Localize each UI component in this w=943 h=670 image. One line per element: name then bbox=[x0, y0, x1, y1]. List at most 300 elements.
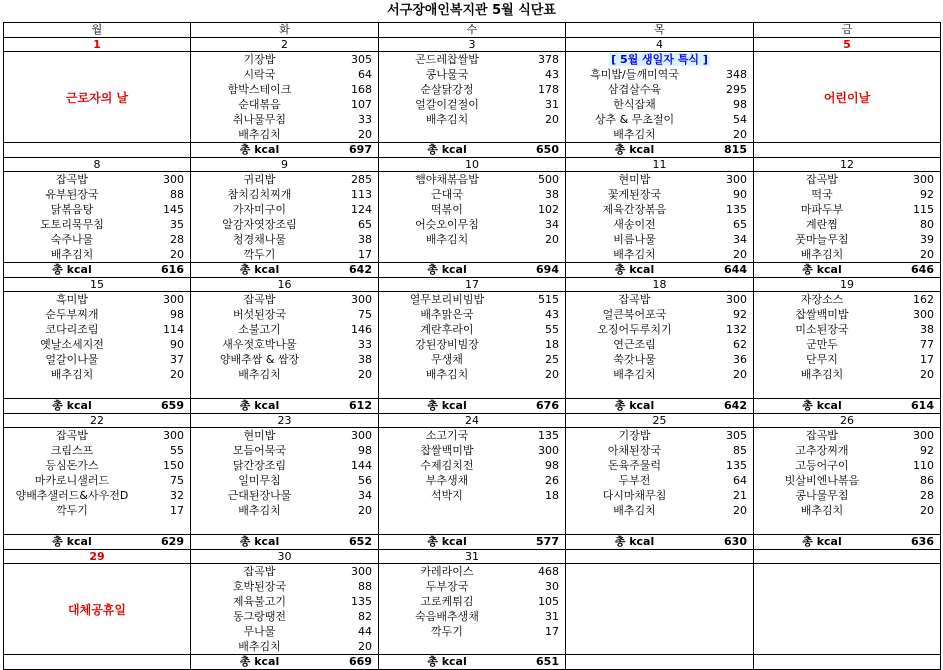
menu-item bbox=[379, 292, 565, 307]
date-cell: 26 bbox=[754, 414, 941, 428]
menu-item-name: 코다리조림 bbox=[45, 323, 99, 336]
menu-item bbox=[566, 112, 753, 127]
menu-item-name: 기장밥 bbox=[243, 53, 276, 66]
menu-item-name: 기장밥 bbox=[618, 429, 651, 442]
date-cell: 19 bbox=[754, 278, 941, 292]
menu-item bbox=[191, 187, 378, 202]
menu-item-name: 현미밥 bbox=[243, 429, 276, 442]
menu-item-kcal: 38 bbox=[545, 188, 559, 201]
menu-item bbox=[754, 232, 940, 247]
menu-item-kcal: 17 bbox=[920, 353, 934, 366]
menu-item-kcal: 300 bbox=[913, 429, 934, 442]
menu-item bbox=[191, 488, 378, 503]
menu-item-name: 순대볶음 bbox=[238, 98, 281, 111]
menu-item bbox=[191, 307, 378, 322]
menu-item-name: 모듬어묵국 bbox=[232, 444, 287, 457]
menu-item-name: 버섯된장국 bbox=[232, 308, 287, 321]
menu-item bbox=[566, 428, 753, 443]
menu-item bbox=[191, 624, 378, 639]
menu-item-name: 참치김치찌개 bbox=[227, 188, 292, 201]
menu-cell bbox=[379, 292, 566, 399]
menu-item-name: 배추맑은국 bbox=[420, 308, 474, 321]
menu-item bbox=[754, 367, 940, 382]
menu-item-name: 소불고기 bbox=[238, 323, 281, 336]
menu-item-name: 얼큰북어포국 bbox=[602, 308, 667, 321]
menu-item-kcal: 305 bbox=[351, 53, 372, 66]
total-row bbox=[4, 143, 941, 158]
menu-item bbox=[191, 503, 378, 518]
menu-item-name: 어슷오이무침 bbox=[415, 218, 479, 231]
menu-item-name: 배추김치 bbox=[425, 113, 469, 126]
total-cell bbox=[379, 263, 566, 278]
menu-cell bbox=[566, 564, 754, 655]
menu-item-name: 강된장비빔장 bbox=[415, 338, 479, 351]
menu-item-name: 청경채나물 bbox=[232, 233, 287, 246]
menu-item-kcal: 98 bbox=[170, 308, 184, 321]
weekday-header: 금 bbox=[754, 23, 941, 38]
total-cell bbox=[4, 399, 191, 414]
menu-item bbox=[379, 112, 565, 127]
menu-item-name: 석박지 bbox=[431, 489, 463, 502]
menu-item-name: 계란후라이 bbox=[420, 323, 474, 336]
menu-item-kcal: 32 bbox=[170, 489, 184, 502]
menu-item bbox=[379, 217, 565, 232]
menu-item-kcal: 90 bbox=[170, 338, 184, 351]
menu-cell bbox=[4, 52, 191, 143]
total-kcal: 652 bbox=[349, 535, 372, 548]
menu-cell bbox=[379, 428, 566, 535]
total-cell bbox=[4, 535, 191, 550]
menu-item bbox=[754, 292, 940, 307]
holiday-label: 어린이날 bbox=[823, 90, 871, 105]
menu-item bbox=[566, 217, 753, 232]
menu-item-kcal: 285 bbox=[351, 173, 372, 186]
total-label: 총 kcal bbox=[239, 655, 280, 668]
total-kcal: 676 bbox=[536, 399, 559, 412]
menu-item-name: 크림스프 bbox=[50, 444, 94, 457]
menu-item bbox=[191, 579, 378, 594]
total-kcal: 669 bbox=[349, 655, 372, 668]
total-cell bbox=[754, 399, 941, 414]
menu-item-kcal: 178 bbox=[538, 83, 559, 96]
menu-item-name: 양배추샐러드&사우전D bbox=[15, 489, 129, 502]
total-label: 총 kcal bbox=[802, 263, 842, 276]
menu-item-kcal: 33 bbox=[358, 338, 372, 351]
menu-item-kcal: 55 bbox=[545, 323, 559, 336]
date-cell: 4 bbox=[566, 38, 754, 52]
daily-total bbox=[379, 263, 565, 277]
menu-item bbox=[566, 367, 753, 382]
menu-item-name: 배추김치 bbox=[800, 504, 844, 517]
daily-total bbox=[566, 535, 753, 549]
total-kcal: 815 bbox=[724, 143, 747, 156]
menu-item-name: 배추김치 bbox=[800, 368, 844, 381]
total-cell bbox=[566, 263, 754, 278]
date-cell: 2 bbox=[191, 38, 379, 52]
menu-item bbox=[566, 292, 753, 307]
menu-item bbox=[191, 292, 378, 307]
weekday-header: 수 bbox=[379, 23, 566, 38]
menu-item-kcal: 20 bbox=[733, 504, 747, 517]
total-cell bbox=[191, 263, 379, 278]
menu-item bbox=[566, 473, 753, 488]
daily-total bbox=[566, 263, 753, 277]
menu-item bbox=[191, 217, 378, 232]
menu-item bbox=[191, 97, 378, 112]
menu-item-kcal: 44 bbox=[358, 625, 372, 638]
menu-item bbox=[4, 473, 190, 488]
menu-item bbox=[191, 352, 378, 367]
daily-total bbox=[379, 535, 565, 549]
menu-item-kcal: 20 bbox=[170, 248, 184, 261]
menu-item-name: 카레라이스 bbox=[420, 565, 474, 578]
menu-item bbox=[754, 307, 940, 322]
menu-item-kcal: 28 bbox=[920, 489, 934, 502]
menu-item-kcal: 21 bbox=[733, 489, 747, 502]
menu-item-kcal: 168 bbox=[351, 83, 372, 96]
menu-item-kcal: 300 bbox=[726, 173, 747, 186]
menu-item-name: 현미밥 bbox=[618, 173, 651, 186]
menu-item bbox=[191, 112, 378, 127]
menu-item-kcal: 300 bbox=[351, 293, 372, 306]
menu-item-kcal: 20 bbox=[920, 368, 934, 381]
menu-item-kcal: 300 bbox=[163, 173, 184, 186]
menu-item-kcal: 107 bbox=[351, 98, 372, 111]
menu-item bbox=[191, 428, 378, 443]
menu-item-name: 연근조림 bbox=[613, 338, 656, 351]
menu-item bbox=[379, 443, 565, 458]
menu-item-kcal: 36 bbox=[733, 353, 747, 366]
menu-item-kcal: 132 bbox=[726, 323, 747, 336]
menu-item bbox=[754, 247, 940, 262]
menu-item bbox=[4, 307, 190, 322]
menu-item-kcal: 162 bbox=[913, 293, 934, 306]
menu-item-name: 제육불고기 bbox=[232, 595, 287, 608]
menu-item-name: 숙음배추생채 bbox=[415, 610, 479, 623]
menu-item-kcal: 115 bbox=[913, 203, 934, 216]
total-kcal: 577 bbox=[536, 535, 559, 548]
daily-total bbox=[379, 655, 565, 669]
menu-item bbox=[379, 67, 565, 82]
menu-item-kcal: 92 bbox=[920, 444, 934, 457]
date-cell: 31 bbox=[379, 550, 566, 564]
date-cell bbox=[566, 550, 754, 564]
daily-total bbox=[379, 143, 565, 157]
total-kcal: 642 bbox=[349, 263, 372, 276]
menu-item-kcal: 31 bbox=[545, 98, 559, 111]
total-label: 총 kcal bbox=[802, 399, 842, 412]
daily-total bbox=[754, 263, 940, 277]
menu-item-name: 닭간장조림 bbox=[232, 459, 287, 472]
menu-item bbox=[191, 202, 378, 217]
total-cell bbox=[379, 143, 566, 158]
menu-item-kcal: 75 bbox=[170, 474, 184, 487]
total-label: 총 kcal bbox=[427, 399, 467, 412]
total-label: 총 kcal bbox=[52, 399, 92, 412]
menu-item-kcal: 20 bbox=[545, 113, 559, 126]
menu-item-name: 두부전 bbox=[618, 474, 651, 487]
menu-item bbox=[4, 322, 190, 337]
menu-item-name: 숙주나물 bbox=[50, 233, 94, 246]
total-label: 총 kcal bbox=[52, 535, 92, 548]
total-cell bbox=[566, 399, 754, 414]
menu-item-kcal: 515 bbox=[538, 293, 559, 306]
menu-item-kcal: 98 bbox=[545, 459, 559, 472]
total-label: 총 kcal bbox=[427, 143, 467, 156]
menu-item bbox=[754, 172, 940, 187]
total-row bbox=[4, 399, 941, 414]
total-label: 총 kcal bbox=[239, 263, 280, 276]
menu-item bbox=[191, 367, 378, 382]
menu-item-kcal: 105 bbox=[538, 595, 559, 608]
menu-item-kcal: 88 bbox=[358, 580, 372, 593]
menu-item-kcal: 55 bbox=[170, 444, 184, 457]
date-cell: 9 bbox=[191, 158, 379, 172]
menu-item-name: 등심돈가스 bbox=[45, 459, 99, 472]
menu-item bbox=[566, 82, 753, 97]
menu-item-kcal: 300 bbox=[163, 429, 184, 442]
menu-item bbox=[379, 367, 565, 382]
menu-item-kcal: 20 bbox=[920, 248, 934, 261]
total-kcal: 697 bbox=[349, 143, 372, 156]
total-kcal: 642 bbox=[724, 399, 747, 412]
menu-item-name: 옛날소세지전 bbox=[40, 338, 104, 351]
total-cell bbox=[566, 655, 754, 670]
menu-item-kcal: 300 bbox=[351, 429, 372, 442]
menu-item-name: 수제김치전 bbox=[420, 459, 474, 472]
daily-total bbox=[566, 399, 753, 413]
menu-item bbox=[191, 232, 378, 247]
total-label: 총 kcal bbox=[614, 535, 655, 548]
menu-item bbox=[4, 232, 190, 247]
menu-item-name: 깍두기 bbox=[56, 504, 88, 517]
total-cell bbox=[191, 535, 379, 550]
menu-item-name: 도토리묵무침 bbox=[40, 218, 104, 231]
menu-item bbox=[4, 247, 190, 262]
total-kcal: 651 bbox=[536, 655, 559, 668]
menu-item-name: 배추김치 bbox=[613, 368, 656, 381]
menu-item-kcal: 88 bbox=[170, 188, 184, 201]
daily-total bbox=[379, 399, 565, 413]
menu-item-name: 새송이전 bbox=[613, 218, 656, 231]
menu-item-name: 잡곡밥 bbox=[243, 293, 276, 306]
total-cell bbox=[191, 399, 379, 414]
menu-item bbox=[566, 503, 753, 518]
menu-cell bbox=[191, 292, 379, 399]
menu-item-name: 근대국 bbox=[431, 188, 463, 201]
total-kcal: 646 bbox=[911, 263, 934, 276]
menu-item bbox=[754, 337, 940, 352]
menu-item-kcal: 65 bbox=[733, 218, 747, 231]
menu-item-kcal: 20 bbox=[545, 368, 559, 381]
meal-calendar bbox=[3, 22, 941, 670]
menu-item bbox=[191, 443, 378, 458]
total-cell bbox=[566, 143, 754, 158]
daily-total bbox=[566, 143, 753, 157]
menu-item-kcal: 113 bbox=[351, 188, 372, 201]
menu-item-kcal: 25 bbox=[545, 353, 559, 366]
total-label: 총 kcal bbox=[239, 399, 280, 412]
date-cell: 3 bbox=[379, 38, 566, 52]
menu-item bbox=[4, 337, 190, 352]
menu-item-name: 동그랑땡전 bbox=[232, 610, 287, 623]
total-label: 총 kcal bbox=[614, 143, 655, 156]
menu-item bbox=[191, 322, 378, 337]
menu-item-name: 소고기국 bbox=[425, 429, 469, 442]
menu-item-name: 햄야채볶음밥 bbox=[415, 173, 479, 186]
menu-item bbox=[4, 217, 190, 232]
total-label: 총 kcal bbox=[427, 535, 467, 548]
date-cell: 18 bbox=[566, 278, 754, 292]
menu-item bbox=[379, 579, 565, 594]
menu-item-kcal: 86 bbox=[920, 474, 934, 487]
menu-item-kcal: 135 bbox=[351, 595, 372, 608]
menu-item-kcal: 98 bbox=[358, 444, 372, 457]
menu-item bbox=[4, 458, 190, 473]
menu-item-kcal: 35 bbox=[170, 218, 184, 231]
total-cell bbox=[379, 535, 566, 550]
total-kcal: 644 bbox=[724, 263, 747, 276]
menu-item-name: 쑥갓나물 bbox=[613, 353, 656, 366]
menu-item-name: 두부장국 bbox=[425, 580, 469, 593]
menu-item bbox=[4, 172, 190, 187]
menu-cell bbox=[379, 564, 566, 655]
menu-item-kcal: 300 bbox=[913, 308, 934, 321]
menu-cell bbox=[566, 52, 754, 143]
menu-item bbox=[566, 322, 753, 337]
menu-item bbox=[191, 247, 378, 262]
menu-item-name: 한식잡채 bbox=[613, 98, 656, 111]
menu-row bbox=[4, 292, 941, 399]
menu-item bbox=[379, 322, 565, 337]
menu-item bbox=[379, 82, 565, 97]
menu-item-name: 흑미밥/들깨미역국 bbox=[590, 68, 679, 81]
menu-row bbox=[4, 172, 941, 263]
menu-item-kcal: 300 bbox=[726, 293, 747, 306]
menu-item-kcal: 300 bbox=[163, 293, 184, 306]
menu-item-kcal: 300 bbox=[351, 565, 372, 578]
menu-item-kcal: 77 bbox=[920, 338, 934, 351]
menu-item bbox=[379, 624, 565, 639]
menu-item bbox=[379, 473, 565, 488]
menu-cell bbox=[191, 428, 379, 535]
total-cell bbox=[379, 655, 566, 670]
menu-item bbox=[379, 564, 565, 579]
menu-item-name: 배추김치 bbox=[613, 504, 656, 517]
total-row bbox=[4, 655, 941, 670]
daily-total bbox=[191, 655, 378, 669]
menu-item-name: 빗살비엔나볶음 bbox=[784, 474, 860, 487]
menu-item bbox=[379, 307, 565, 322]
menu-item bbox=[4, 503, 190, 518]
date-cell: 22 bbox=[4, 414, 191, 428]
daily-total bbox=[4, 535, 190, 549]
menu-item-name: 배추김치 bbox=[613, 128, 656, 141]
total-kcal: 694 bbox=[536, 263, 559, 276]
menu-item-kcal: 300 bbox=[913, 173, 934, 186]
menu-item-kcal: 38 bbox=[920, 323, 934, 336]
menu-item-name: 아채된장국 bbox=[607, 444, 662, 457]
menu-item-kcal: 34 bbox=[545, 218, 559, 231]
menu-item-name: 깍두기 bbox=[243, 248, 276, 261]
daily-total bbox=[754, 535, 940, 549]
total-row bbox=[4, 263, 941, 278]
menu-item bbox=[191, 458, 378, 473]
menu-cell bbox=[4, 428, 191, 535]
menu-item bbox=[566, 307, 753, 322]
daily-total bbox=[191, 143, 378, 157]
date-cell: 5 bbox=[754, 38, 941, 52]
total-cell bbox=[754, 655, 941, 670]
menu-item-name: 순두부찌개 bbox=[45, 308, 99, 321]
total-label: 총 kcal bbox=[427, 655, 467, 668]
menu-item-kcal: 20 bbox=[358, 504, 372, 517]
menu-item bbox=[754, 443, 940, 458]
daily-total bbox=[191, 399, 378, 413]
menu-item-kcal: 20 bbox=[170, 368, 184, 381]
menu-item bbox=[379, 594, 565, 609]
weekday-header: 월 bbox=[4, 23, 191, 38]
menu-item bbox=[4, 443, 190, 458]
menu-item bbox=[379, 52, 565, 67]
menu-cell bbox=[566, 428, 754, 535]
menu-item-name: 미소된장국 bbox=[795, 323, 849, 336]
menu-item bbox=[191, 609, 378, 624]
menu-item bbox=[379, 172, 565, 187]
menu-item bbox=[566, 232, 753, 247]
total-label: 총 kcal bbox=[802, 535, 842, 548]
menu-item bbox=[379, 187, 565, 202]
menu-item-name: 배추김치 bbox=[425, 368, 469, 381]
menu-item bbox=[4, 292, 190, 307]
menu-item bbox=[566, 352, 753, 367]
menu-item-kcal: 92 bbox=[733, 308, 747, 321]
menu-cell bbox=[379, 52, 566, 143]
date-cell: 17 bbox=[379, 278, 566, 292]
menu-item bbox=[191, 473, 378, 488]
menu-item-kcal: 90 bbox=[733, 188, 747, 201]
menu-item-kcal: 135 bbox=[538, 429, 559, 442]
menu-item-name: 배추김치 bbox=[238, 640, 281, 653]
menu-item-kcal: 18 bbox=[545, 489, 559, 502]
daily-total bbox=[191, 263, 378, 277]
total-cell bbox=[191, 655, 379, 670]
menu-cell bbox=[754, 564, 941, 655]
menu-item-name: 배추김치 bbox=[425, 233, 469, 246]
menu-cell bbox=[754, 172, 941, 263]
menu-item-kcal: 124 bbox=[351, 203, 372, 216]
date-cell: 29 bbox=[4, 550, 191, 564]
total-label: 총 kcal bbox=[614, 263, 655, 276]
menu-item-kcal: 150 bbox=[163, 459, 184, 472]
menu-item-name: 제육간장볶음 bbox=[602, 203, 667, 216]
menu-item-name: 취나물무침 bbox=[232, 113, 287, 126]
menu-item bbox=[4, 202, 190, 217]
menu-item bbox=[754, 503, 940, 518]
menu-item bbox=[379, 488, 565, 503]
menu-item-name: 시락국 bbox=[243, 68, 276, 81]
date-row bbox=[4, 158, 941, 172]
date-row bbox=[4, 278, 941, 292]
menu-item-name: 잡곡밥 bbox=[806, 173, 838, 186]
total-kcal: 650 bbox=[536, 143, 559, 156]
menu-item-name: 떡볶이 bbox=[431, 203, 463, 216]
menu-item-kcal: 43 bbox=[545, 308, 559, 321]
date-cell: 1 bbox=[4, 38, 191, 52]
menu-item bbox=[566, 172, 753, 187]
menu-item bbox=[379, 458, 565, 473]
date-cell: 24 bbox=[379, 414, 566, 428]
